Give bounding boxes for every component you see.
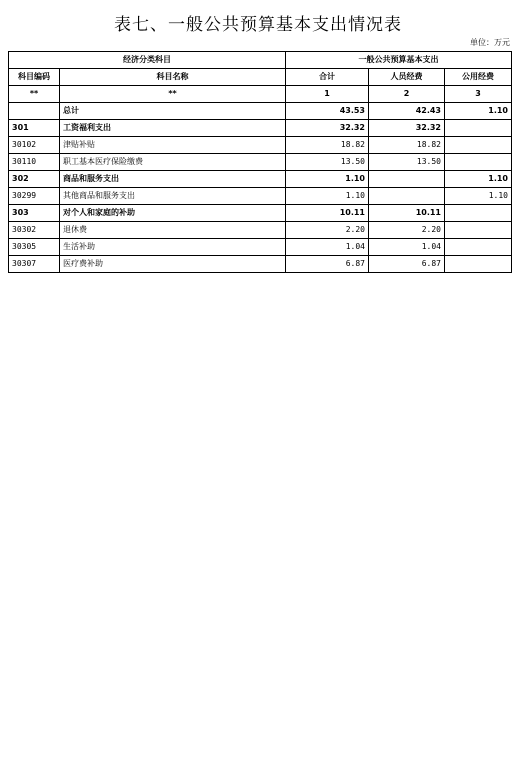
- header-general-budget: 一般公共预算基本支出: [286, 52, 512, 69]
- row-total: 1.10: [286, 171, 369, 188]
- row-personnel: 2.20: [369, 222, 445, 239]
- row-name: 退休费: [60, 222, 286, 239]
- table-row: [9, 171, 512, 188]
- header-index-2: 2: [369, 86, 445, 103]
- table-row: [9, 239, 512, 256]
- table-row: [9, 120, 512, 137]
- row-name: 生活补助: [60, 239, 286, 256]
- row-total: 10.11: [286, 205, 369, 222]
- header-public: 公用经费: [445, 69, 512, 86]
- header-star-name: **: [60, 86, 286, 103]
- page-title: 表七、一般公共预算基本支出情况表: [114, 15, 402, 35]
- header-row-index: [9, 86, 512, 103]
- row-public: [445, 154, 512, 171]
- row-personnel: 6.87: [369, 256, 445, 273]
- header-star-code: **: [9, 86, 60, 103]
- header-total: 合计: [286, 69, 369, 86]
- header-row-group: [9, 52, 512, 69]
- row-public: 1.10: [445, 188, 512, 205]
- row-total: 6.87: [286, 256, 369, 273]
- row-name: 职工基本医疗保险缴费: [60, 154, 286, 171]
- header-index-1: 1: [286, 86, 369, 103]
- row-public: [445, 120, 512, 137]
- row-public: [445, 239, 512, 256]
- row-personnel: 32.32: [369, 120, 445, 137]
- row-personnel: [369, 171, 445, 188]
- row-code: 302: [9, 171, 60, 188]
- row-name: 其他商品和服务支出: [60, 188, 286, 205]
- header-index-3: 3: [445, 86, 512, 103]
- row-total: 32.32: [286, 120, 369, 137]
- row-public: 1.10: [445, 171, 512, 188]
- row-code: 30302: [9, 222, 60, 239]
- row-total: 2.20: [286, 222, 369, 239]
- row-public: [445, 256, 512, 273]
- row-public: 1.10: [445, 103, 512, 120]
- unit-label: 单位：万元: [470, 38, 510, 47]
- row-code: 301: [9, 120, 60, 137]
- row-code: [9, 103, 60, 120]
- row-personnel: 1.04: [369, 239, 445, 256]
- row-personnel: 10.11: [369, 205, 445, 222]
- header-code: 科目编码: [9, 69, 60, 86]
- row-code: 30299: [9, 188, 60, 205]
- row-code: 30307: [9, 256, 60, 273]
- row-code: 30110: [9, 154, 60, 171]
- row-name: 商品和服务支出: [60, 171, 286, 188]
- row-name: 津贴补贴: [60, 137, 286, 154]
- table-row: [9, 222, 512, 239]
- row-code: 303: [9, 205, 60, 222]
- table-row: [9, 205, 512, 222]
- table-row: [9, 256, 512, 273]
- table-row: [9, 103, 512, 120]
- table-row: [9, 154, 512, 171]
- row-public: [445, 222, 512, 239]
- header-row-columns: [9, 69, 512, 86]
- row-public: [445, 137, 512, 154]
- table-body: [9, 103, 512, 273]
- row-personnel: 13.50: [369, 154, 445, 171]
- row-total: 18.82: [286, 137, 369, 154]
- row-public: [445, 205, 512, 222]
- row-code: 30305: [9, 239, 60, 256]
- row-personnel: [369, 188, 445, 205]
- row-personnel: 18.82: [369, 137, 445, 154]
- row-total: 43.53: [286, 103, 369, 120]
- table-row: [9, 188, 512, 205]
- expenditure-table: [8, 51, 512, 273]
- header-econ-class: 经济分类科目: [9, 52, 286, 69]
- table-row: [9, 137, 512, 154]
- row-total: 1.04: [286, 239, 369, 256]
- row-name: 总计: [60, 103, 286, 120]
- header-personnel: 人员经费: [369, 69, 445, 86]
- row-name: 工资福利支出: [60, 120, 286, 137]
- header-name: 科目名称: [60, 69, 286, 86]
- row-name: 医疗费补助: [60, 256, 286, 273]
- row-total: 13.50: [286, 154, 369, 171]
- row-personnel: 42.43: [369, 103, 445, 120]
- row-total: 1.10: [286, 188, 369, 205]
- row-code: 30102: [9, 137, 60, 154]
- row-name: 对个人和家庭的补助: [60, 205, 286, 222]
